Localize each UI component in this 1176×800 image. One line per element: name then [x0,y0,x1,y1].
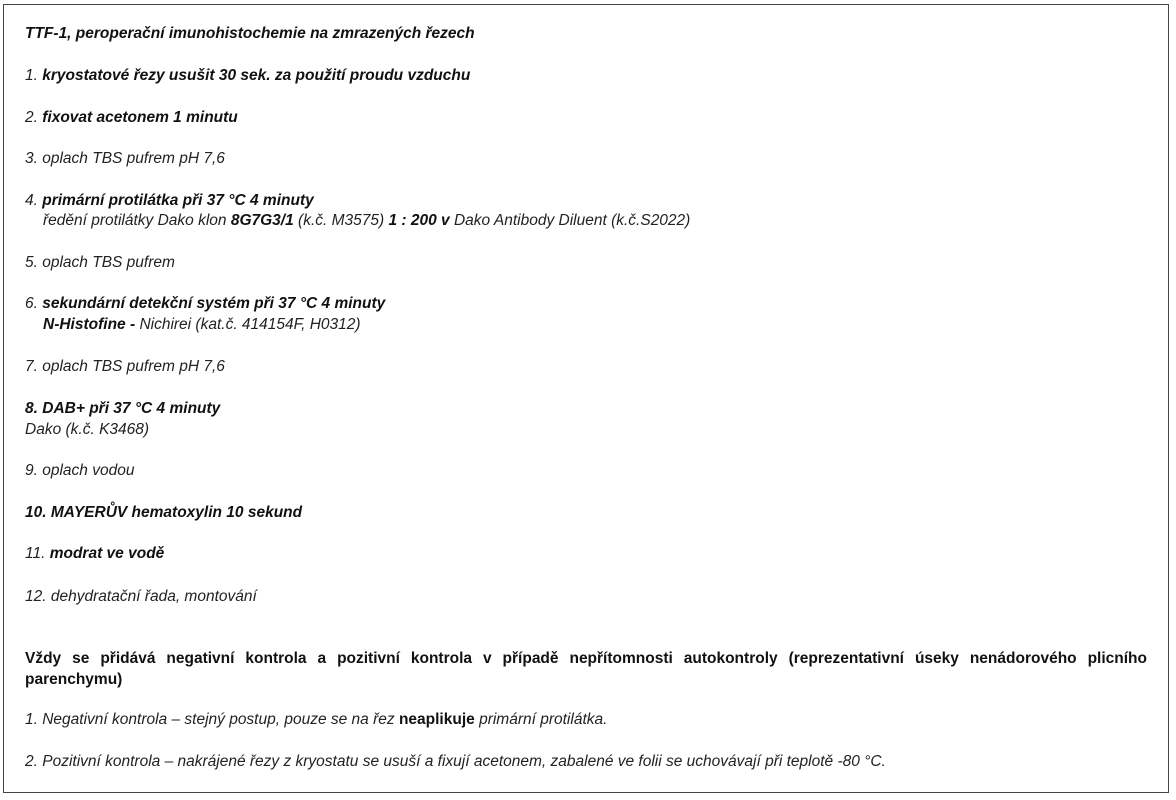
step-text: DAB+ při 37 °C 4 minuty [42,400,221,417]
step-text: MAYERŮV hematoxylin 10 sekund [50,504,303,521]
step-number: 10. [25,504,47,521]
document-title: TTF-1, peroperační imunohistochemie na zmrazených řezech [25,25,475,42]
negative-control [25,711,607,729]
step-6-detail [43,316,361,334]
step-number: 8. [25,400,38,417]
step-5 [25,254,175,272]
antibody-clone: 8G7G3/1 [230,212,294,229]
step-2 [25,109,238,127]
positive-control [25,753,886,771]
step-7 [25,358,225,376]
step-8 [25,400,220,418]
step-text: dehydratační řada, montování [50,588,257,605]
detection-system: N-Histofine - [43,316,140,333]
control-text: 1. Negativní kontrola – stejný postup, pouze se na řez [25,711,399,728]
detail-text: ředění protilátky Dako klon [43,212,231,229]
step-text: modrat ve vodě [49,545,165,562]
step-number: 5. [25,254,38,271]
step-number: 11. [25,545,46,562]
step-8-detail [25,421,149,439]
catalog-number: (k.č. M3575) [293,212,389,229]
step-number: 4. [25,192,38,209]
dilution-ratio: 1 : 200 v [388,212,450,229]
step-text: primární protilátka při 37 °C 4 minuty [42,192,314,209]
step-text: oplach vodou [42,462,135,479]
step-text: oplach TBS pufrem [42,254,175,271]
step-number: 7. [25,358,38,375]
step-text: kryostatové řezy usušit 30 sek. za použití proudu vzduchu [42,67,471,84]
step-number: 1. [25,67,38,84]
step-9 [25,462,134,480]
step-number: 3. [25,150,38,167]
detail-text: Dako (k.č. K3468) [25,421,150,438]
manufacturer-text: Nichirei (kat.č. 414154F, H0312) [139,316,361,333]
step-number: 6. [25,295,38,312]
control-emphasis: neaplikuje [398,711,475,728]
step-text: fixovat acetonem 1 minutu [42,109,238,126]
step-text: oplach TBS pufrem pH 7,6 [42,150,225,167]
step-11 [25,545,164,563]
step-6 [25,295,385,313]
step-12 [25,588,257,606]
step-4 [25,192,314,210]
step-10 [25,504,302,522]
diluent-text: Dako Antibody Diluent (k.č.S2022) [449,212,691,229]
step-text: sekundární detekční systém při 37 °C 4 minuty [42,295,386,312]
step-number: 2. [25,109,38,126]
control-text-end: primární protilátka. [474,711,608,728]
step-4-detail [43,212,690,230]
step-3 [25,150,225,168]
step-1 [25,67,470,85]
step-number: 9. [25,462,38,479]
step-text: oplach TBS pufrem pH 7,6 [42,358,225,375]
step-number: 12. [25,588,47,605]
control-note: Vždy se přidává negativní kontrola a pozitivní kontrola v případě nepřítomnosti autokontroly (reprezentativní úseky nenádorového plicního parenchymu) [25,650,1147,688]
control-text: 2. Pozitivní kontrola – nakrájené řezy z kryostatu se usuší a fixují acetonem, zabalené ve folii se uchovávají při teplotě -80 °C. [25,753,886,770]
